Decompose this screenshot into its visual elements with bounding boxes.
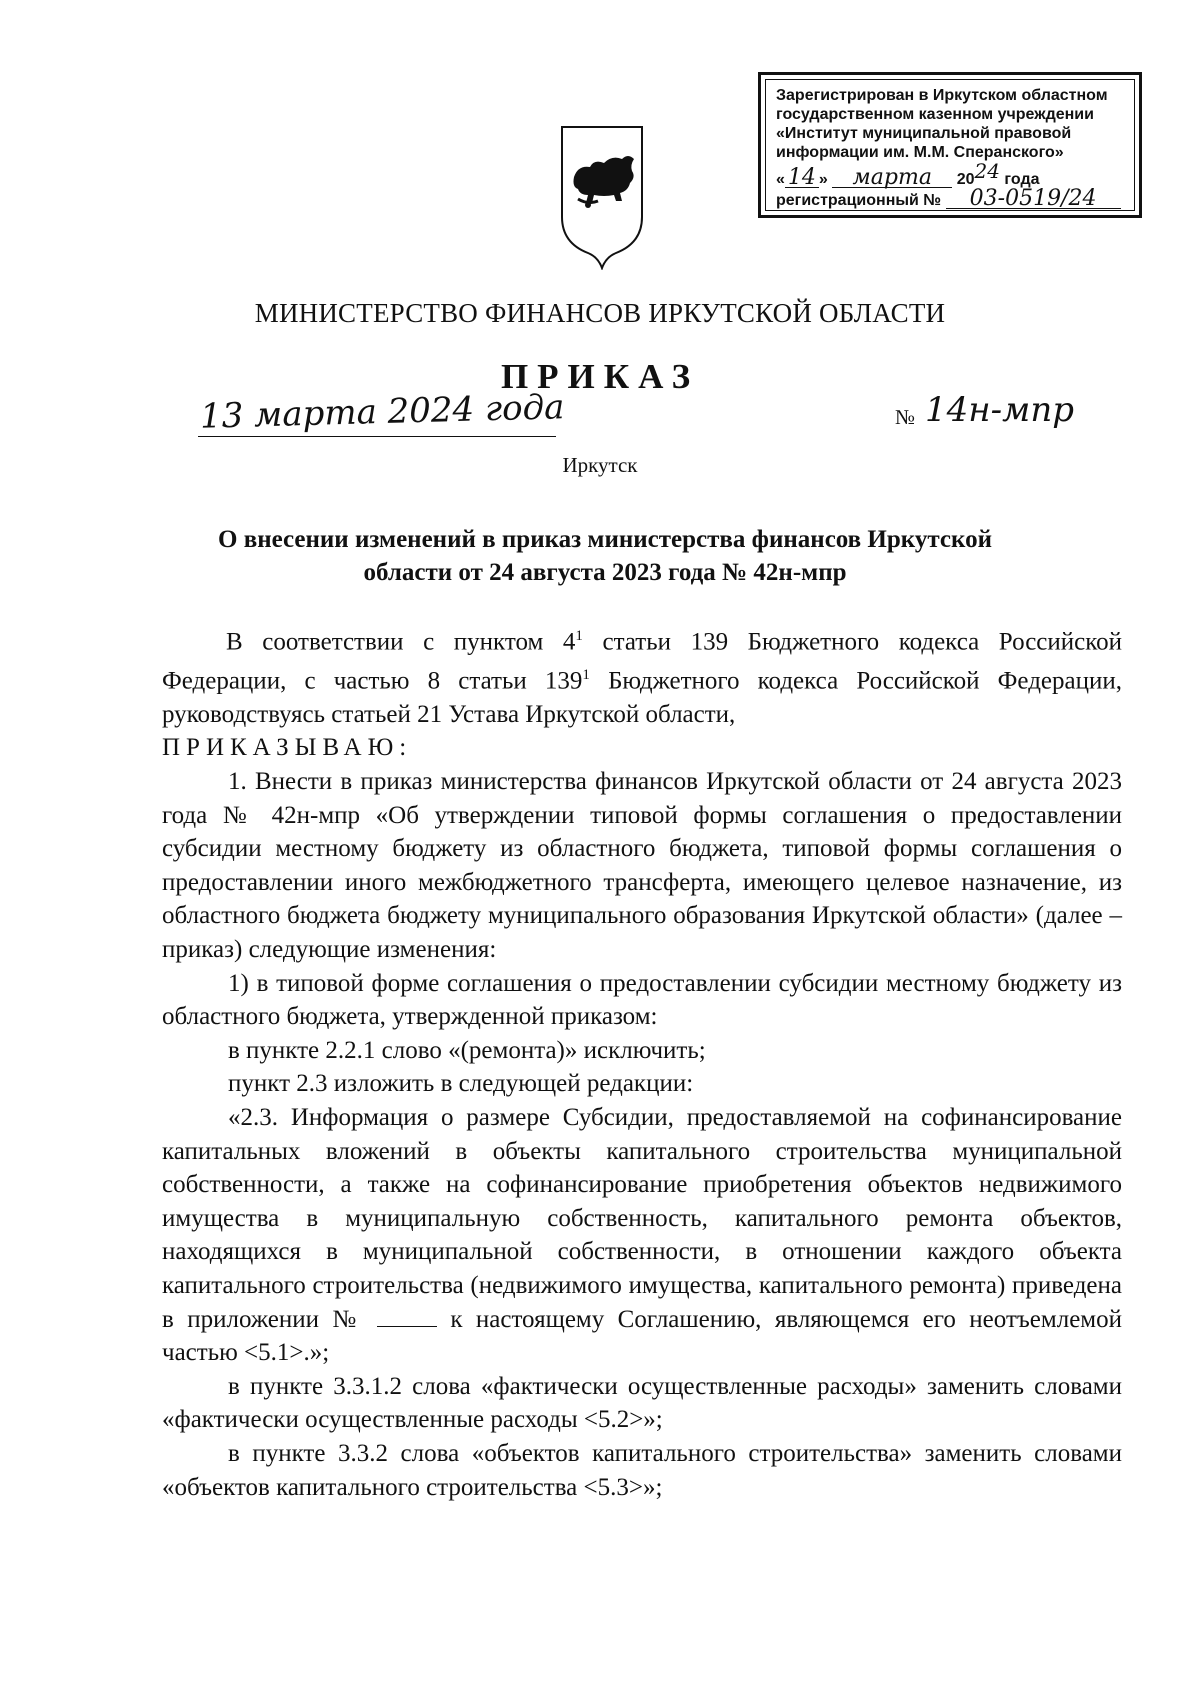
stamp-year-prefix: 20 <box>956 171 975 188</box>
paragraph-item-1: 1. Внести в приказ министерства финансов Иркутской области от 24 августа 2023 года № 42н-мпр «Об утверждении типовой формы соглашения о предоставлении субсидии местному бюджету из областного бюджета, типовой формы соглашения о предоставлении иного межбюджетного трансферта, имеющего целевое назначение, из областного бюджета бюджету муниципального образования Иркутской области» (далее – приказ) следующие изменения: <box>162 768 1122 963</box>
registration-stamp <box>758 72 1142 218</box>
stamp-day: 14 <box>785 168 819 188</box>
handwritten-order-number: 14н-мпр <box>925 390 1074 430</box>
stamp-reg-number: 03-0519/24 <box>946 189 1121 209</box>
stamp-month: марта <box>832 168 952 188</box>
preamble-text-b: статьи 139 Бюджетного кодекса Российской Федерации, с частью 8 статьи 139 <box>162 628 1122 695</box>
stamp-reg-line <box>776 186 1130 211</box>
document-heading <box>160 523 1050 589</box>
handwritten-date: 13 марта 2024 года <box>199 387 565 437</box>
stamp-line-2: государственном казенном учреждении <box>776 106 1094 123</box>
new-2-3-text-a: «2.3. Информация о размере Субсидии, предоставляемой на софинансирование капитальных вложений в объекты капитального строительства муниципальной собственности, а также на софинансирование приобретения объектов недвижимого имущества в муниципальную собственность, капитального ремонта объектов, находящихся в муниципальной собственности, в отношении каждого объекта капитального строительства (недвижимого имущества, капитального ремонта) приведена в приложении № <box>162 1103 1122 1333</box>
heading-line-1: О внесении изменений в приказ министерства финансов Иркутской <box>218 526 992 553</box>
preamble-sup-1: 1 <box>575 628 583 644</box>
heading-line-2: области от 24 августа 2023 года № 42н-мпр <box>363 559 847 586</box>
city: Иркутск <box>562 453 638 477</box>
paragraph-order-word: ПРИКАЗЫВАЮ: <box>162 734 413 762</box>
paragraph-change-3-3-2: в пункте 3.3.2 слова «объектов капитального строительства» заменить словами «объектов капитального строительства <5.3>»; <box>162 1439 1122 1501</box>
stamp-reg-label: регистрационный № <box>776 192 942 209</box>
order-title: ПРИКАЗ <box>500 357 700 396</box>
stamp-line-1: Зарегистрирован в Иркутском областном <box>776 87 1108 104</box>
paragraph-preamble <box>162 620 1122 731</box>
paragraph-change-2-3: пункт 2.3 изложить в следующей редакции: <box>228 1070 694 1098</box>
stamp-year-suffix: 24 <box>974 159 1000 183</box>
preamble-text-a: В соответствии с пунктом 4 <box>226 628 576 656</box>
paragraph-change-2-2-1: в пункте 2.2.1 слово «(ремонта)» исключить; <box>228 1036 706 1064</box>
paragraph-change-3-3-1-2: в пункте 3.3.1.2 слова «фактически осуществленные расходы» заменить словами «фактически осуществленные расходы <5.2>»; <box>162 1372 1122 1434</box>
stamp-line-3: «Институт муниципальной правовой <box>776 125 1072 142</box>
stamp-date-open: « <box>776 171 785 188</box>
ministry-name: МИНИСТЕРСТВО ФИНАНСОВ ИРКУТСКОЙ ОБЛАСТИ <box>254 298 946 328</box>
appendix-number-blank <box>377 1308 437 1327</box>
stamp-date-mid: » <box>818 171 828 188</box>
coat-of-arms-icon <box>560 125 644 270</box>
date-underline <box>198 436 556 437</box>
stamp-line-4: информации им. М.М. Сперанского» <box>776 144 1064 161</box>
preamble-text-c: Бюджетного кодекса Российской Федерации, руководствуясь статьей 21 Устава Иркутской области, <box>162 667 1122 728</box>
new-2-3-text-b: к настоящему Соглашению, являющемся его неотъемлемой частью <5.1>.»; <box>162 1305 1122 1367</box>
paragraph-new-2-3 <box>162 1101 1122 1370</box>
preamble-sup-2: 1 <box>582 666 590 683</box>
paragraph-subitem-1: 1) в типовой форме соглашения о предоставлении субсидии местному бюджету из областного бюджета, утвержденной приказом: <box>162 969 1122 1031</box>
document-body <box>162 620 1122 1504</box>
order-number-prefix: № <box>895 405 916 429</box>
stamp-year-label: года <box>1004 171 1040 188</box>
